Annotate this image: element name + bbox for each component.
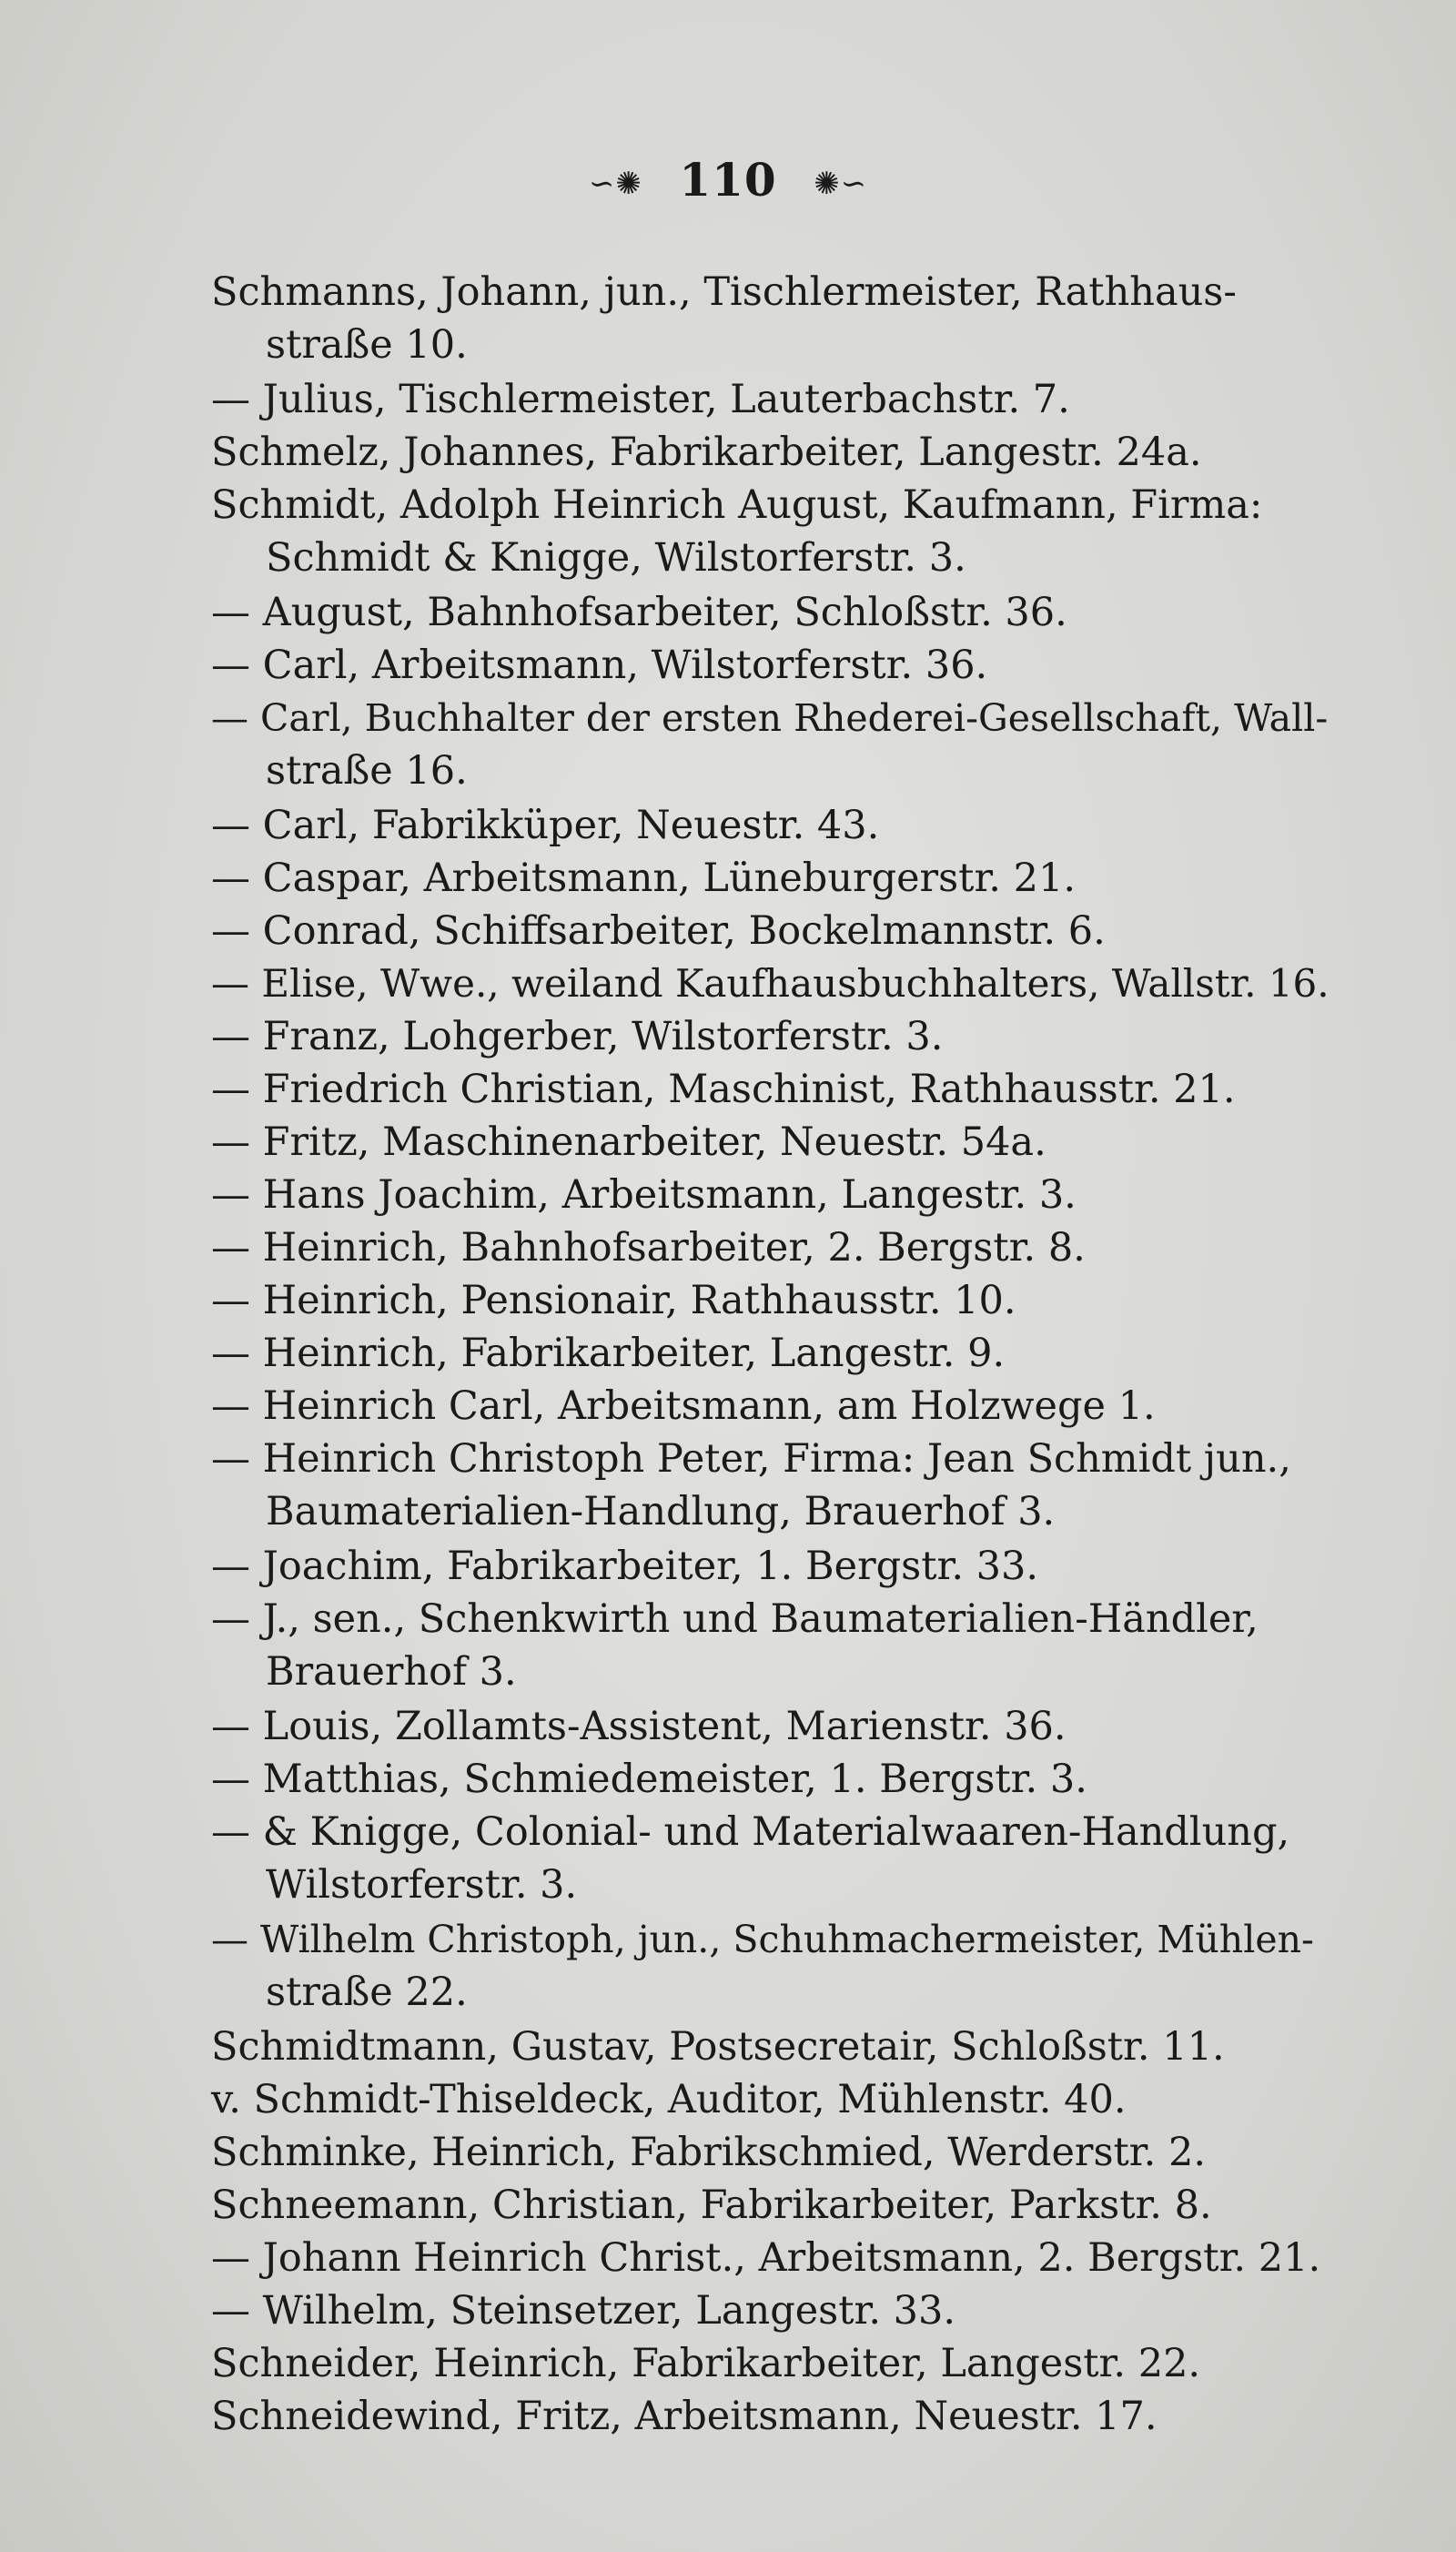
- directory-entry: — Heinrich, Pensionair, Rathhausstr. 10.: [211, 1278, 1016, 1323]
- directory-entry: Schneemann, Christian, Fabrikarbeiter, Parkstr. 8.: [211, 2182, 1212, 2228]
- directory-entry: — Elise, Wwe., weiland Kaufhausbuchhalters, Wallstr. 16.: [211, 961, 1330, 1006]
- directory-entry: — Heinrich Christoph Peter, Firma: Jean Schmidt jun., Baumaterialien-Handlung, Brauerhof 3.: [211, 1436, 1291, 1534]
- page-number: 110: [679, 153, 777, 207]
- directory-entry: Schmanns, Johann, jun., Tischlermeister, Rathhaus- straße 10.: [211, 269, 1237, 368]
- directory-entry: — & Knigge, Colonial- und Materialwaaren-Handlung, Wilstorferstr. 3.: [211, 1809, 1290, 1908]
- ornament-left-icon: ∽✺: [588, 166, 642, 202]
- directory-entry: Schmelz, Johannes, Fabrikarbeiter, Langestr. 24a.: [211, 430, 1202, 475]
- directory-entry: — Heinrich Carl, Arbeitsmann, am Holzwege 1.: [211, 1383, 1156, 1429]
- directory-entry: — Julius, Tischlermeister, Lauterbachstr. 7.: [211, 377, 1070, 422]
- directory-entry: — August, Bahnhofsarbeiter, Schloßstr. 36.: [211, 590, 1067, 635]
- directory-entry: — J., sen., Schenkwirth und Baumaterialien-Händler, Brauerhof 3.: [211, 1596, 1259, 1695]
- directory-entry: Schminke, Heinrich, Fabrikschmied, Werderstr. 2.: [211, 2130, 1206, 2175]
- directory-entry: — Heinrich, Fabrikarbeiter, Langestr. 9.: [211, 1331, 1006, 1376]
- directory-entry: — Fritz, Maschinenarbeiter, Neuestr. 54a.: [211, 1119, 1046, 1165]
- directory-entry: Schneidewind, Fritz, Arbeitsmann, Neuestr. 17.: [211, 2394, 1158, 2439]
- directory-entry: — Johann Heinrich Christ., Arbeitsmann, 2. Bergstr. 21.: [211, 2235, 1321, 2281]
- directory-entry: — Matthias, Schmiedemeister, 1. Bergstr. 3.: [211, 1757, 1087, 1802]
- directory-entry: — Caspar, Arbeitsmann, Lüneburgerstr. 21.: [211, 856, 1077, 901]
- directory-entry: — Friedrich Christian, Maschinist, Rathhausstr. 21.: [211, 1067, 1236, 1112]
- directory-entry: Schneider, Heinrich, Fabrikarbeiter, Langestr. 22.: [211, 2341, 1201, 2386]
- directory-entry: — Heinrich, Bahnhofsarbeiter, 2. Bergstr. 8.: [211, 1225, 1086, 1271]
- directory-entry: — Wilhelm, Steinsetzer, Langestr. 33.: [211, 2288, 956, 2334]
- directory-entry: v. Schmidt-Thiseldeck, Auditor, Mühlenstr. 40.: [211, 2077, 1127, 2122]
- directory-entry: — Carl, Buchhalter der ersten Rhederei-Gesellschaft, Wall- straße 16.: [211, 696, 1329, 794]
- directory-entry: — Wilhelm Christoph, jun., Schuhmachermeister, Mühlen- straße 22.: [211, 1918, 1314, 2015]
- directory-entry: — Conrad, Schiffsarbeiter, Bockelmannstr. 6.: [211, 908, 1106, 954]
- ornament-right-icon: ✺∽: [814, 166, 868, 202]
- directory-entry: — Louis, Zollamts-Assistent, Marienstr. 36.: [211, 1704, 1067, 1749]
- directory-entry: — Hans Joachim, Arbeitsmann, Langestr. 3.: [211, 1172, 1077, 1218]
- directory-entry: Schmidt, Adolph Heinrich August, Kaufmann, Firma: Schmidt & Knigge, Wilstorferstr. 3.: [211, 482, 1263, 581]
- directory-entry: — Carl, Fabrikküper, Neuestr. 43.: [211, 803, 880, 848]
- directory-entry: Schmidtmann, Gustav, Postsecretair, Schloßstr. 11.: [211, 2024, 1225, 2070]
- directory-entry: — Carl, Arbeitsmann, Wilstorferstr. 36.: [211, 643, 988, 688]
- directory-entry: — Franz, Lohgerber, Wilstorferstr. 3.: [211, 1014, 944, 1059]
- page-header: [0, 153, 1456, 207]
- directory-entry: — Joachim, Fabrikarbeiter, 1. Bergstr. 33.: [211, 1544, 1039, 1589]
